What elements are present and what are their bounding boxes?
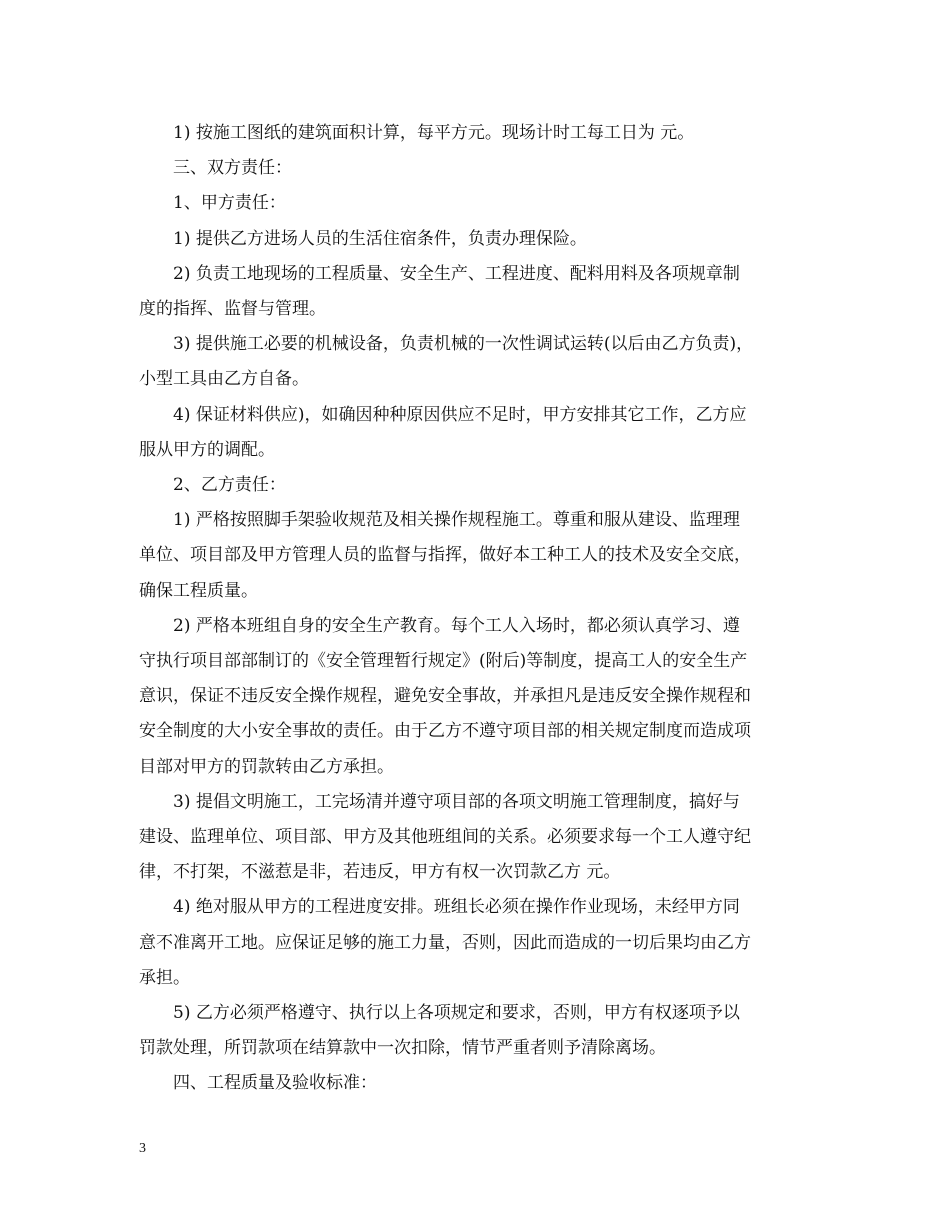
text-line: 5) 乙方必须严格遵守、执行以上各项规定和要求，否则，甲方有权逐项予以 <box>173 1003 740 1024</box>
paragraph <box>139 1066 819 1101</box>
text-line: 1) 严格按照脚手架验收规范及相关操作规程施工。尊重和服从建设、监理理 <box>173 510 740 531</box>
paragraph <box>139 503 819 609</box>
paragraph <box>139 116 819 151</box>
text-line: 律，不打架，不滋惹是非，若违反，甲方有权一次罚款乙方 元。 <box>139 862 621 883</box>
text-line: 2) 严格本班组自身的安全生产教育。每个工人入场时，都必须认真学习、遵 <box>173 615 740 636</box>
paragraph <box>139 468 819 503</box>
text-line: 3) 提倡文明施工，工完场清并遵守项目部的各项文明施工管理制度，搞好与 <box>173 791 740 812</box>
text-line: 承担。 <box>139 967 190 988</box>
text-line: 安全制度的大小安全事故的责任。由于乙方不遵守项目部的相关规定制度而造成项 <box>139 721 751 742</box>
page-number: 3 <box>139 1141 146 1156</box>
text-line: 确保工程质量。 <box>139 580 258 601</box>
paragraph <box>139 151 819 186</box>
text-line: 守执行项目部部制订的《安全管理暂行规定》(附后)等制度，提高工人的安全生产 <box>139 651 748 672</box>
text-line: 1、甲方责任： <box>173 193 286 214</box>
text-line: 意识，保证不违反安全操作规程，避免安全事故，并承担凡是违反安全操作规程和 <box>139 686 751 707</box>
text-line: 1) 提供乙方进场人员的生活住宿条件，负责办理保险。 <box>173 228 587 249</box>
text-line: 罚款处理，所罚款项在结算款中一次扣除，情节严重者则予清除离场。 <box>139 1038 666 1059</box>
text-line: 2) 负责工地现场的工程质量、安全生产、工程进度、配料用料及各项规章制 <box>173 263 740 284</box>
text-line: 三、双方责任： <box>173 158 292 179</box>
text-line: 目部对甲方的罚款转由乙方承担。 <box>139 756 394 777</box>
paragraph <box>139 222 819 257</box>
text-line: 意不准离开工地。应保证足够的施工力量，否则，因此而造成的一切后果均由乙方 <box>139 932 751 953</box>
paragraph <box>139 327 819 397</box>
text-line: 四、工程质量及验收标准： <box>173 1073 377 1094</box>
paragraph <box>139 890 819 996</box>
paragraph <box>139 609 819 785</box>
text-line: 4) 保证材料供应)，如确因种种原因供应不足时，甲方安排其它工作，乙方应 <box>173 404 747 425</box>
text-line: 小型工具由乙方自备。 <box>139 369 309 390</box>
text-line: 建设、监理单位、项目部、甲方及其他班组间的关系。必须要求每一个工人遵守纪 <box>139 827 751 848</box>
text-line: 2、乙方责任： <box>173 475 286 496</box>
text-line: 度的指挥、监督与管理。 <box>139 299 326 320</box>
text-line: 3) 提供施工必要的机械设备，负责机械的一次性调试运转(以后由乙方负责)， <box>173 334 754 355</box>
paragraph <box>139 257 819 327</box>
paragraph <box>139 785 819 891</box>
document-body <box>139 116 819 1102</box>
text-line: 服从甲方的调配。 <box>139 439 275 460</box>
paragraph <box>139 398 819 468</box>
text-line: 1) 按施工图纸的建筑面积计算，每平方元。现场计时工每工日为 元。 <box>173 123 695 143</box>
paragraph <box>139 186 819 221</box>
paragraph <box>139 996 819 1066</box>
text-line: 4) 绝对服从甲方的工程进度安排。班组长必须在操作作业现场，未经甲方同 <box>173 897 740 918</box>
text-line: 单位、项目部及甲方管理人员的监督与指挥，做好本工种工人的技术及安全交底， <box>139 545 751 566</box>
